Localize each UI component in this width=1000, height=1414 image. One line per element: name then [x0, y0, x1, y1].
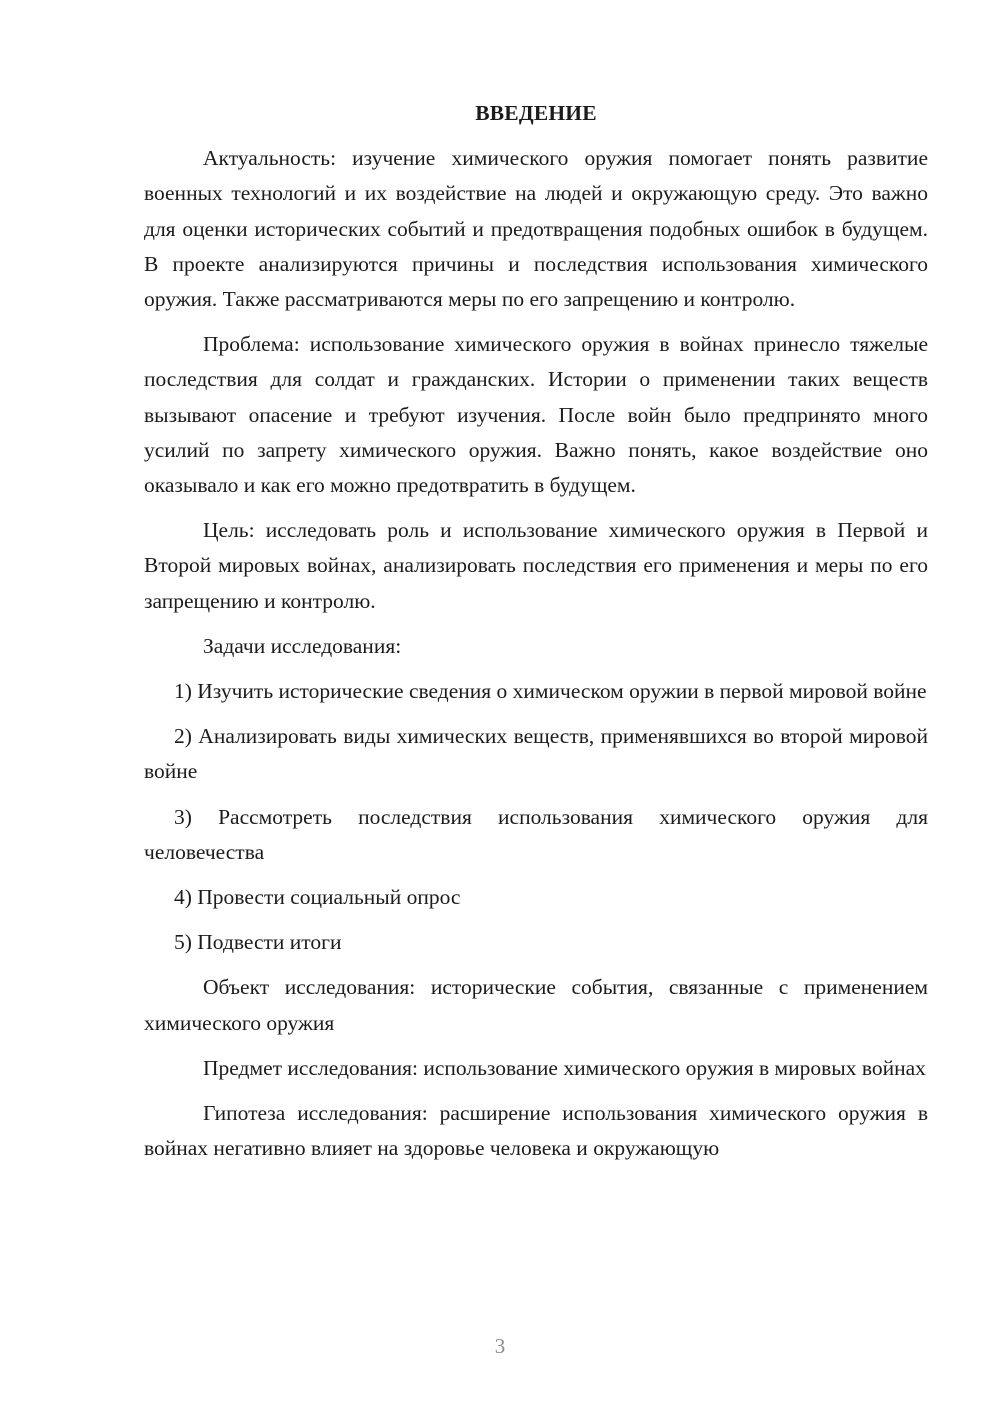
task-item-3: 3) Рассмотреть последствия использования химического оружия для человечества	[144, 804, 928, 864]
task-item-5: 5) Подвести итоги	[174, 930, 342, 955]
paragraph-subject: Предмет исследования: использование химического оружия в мировых войнах	[203, 1055, 926, 1080]
tasks-heading: Задачи исследования:	[203, 633, 402, 658]
task-item-2: 2) Анализировать виды химических веществ, применявшихся во второй мировой войне	[144, 724, 928, 784]
paragraph-hypothesis: Гипотеза исследования: расширение использования химического оружия в войнах негативно влияет на здоровье человека и окружающую	[144, 1101, 928, 1161]
page-number: 3	[494, 1334, 506, 1358]
paragraph-object: Объект исследования: исторические события, связанные с применением химического оружия	[144, 975, 928, 1035]
paragraph-goal: Цель: исследовать роль и использование химического оружия в Первой и Второй мировых войнах, анализировать последствия его применения и меры по его запрещению и контролю.	[144, 518, 928, 613]
task-item-4: 4) Провести социальный опрос	[174, 885, 461, 910]
paragraph-problem: Проблема: использование химического оружия в войнах принесло тяжелые последствия для солдат и гражданских. Истории о применении таких веществ вызывают опасение и требуют изучения. После войн было предпринято много усилий по запрету химического оружия. Важно понять, какое воздействие оно оказывало и как его можно предотвратить в будущем.	[144, 332, 928, 498]
task-item-1: 1) Изучить исторические сведения о химическом оружии в первой мировой войне	[174, 679, 927, 704]
paragraph-relevance: Актуальность: изучение химического оружия помогает понять развитие военных технологий и их воздействие на людей и окружающую среду. Это важно для оценки исторических событий и предотвращения подобных ошибок в будущем. В проекте анализируются причины и последствия использования химического оружия. Также рассматриваются меры по его запрещению и контролю.	[144, 146, 928, 312]
section-title: ВВЕДЕНИЕ	[475, 101, 597, 125]
page-content	[144, 96, 928, 1176]
